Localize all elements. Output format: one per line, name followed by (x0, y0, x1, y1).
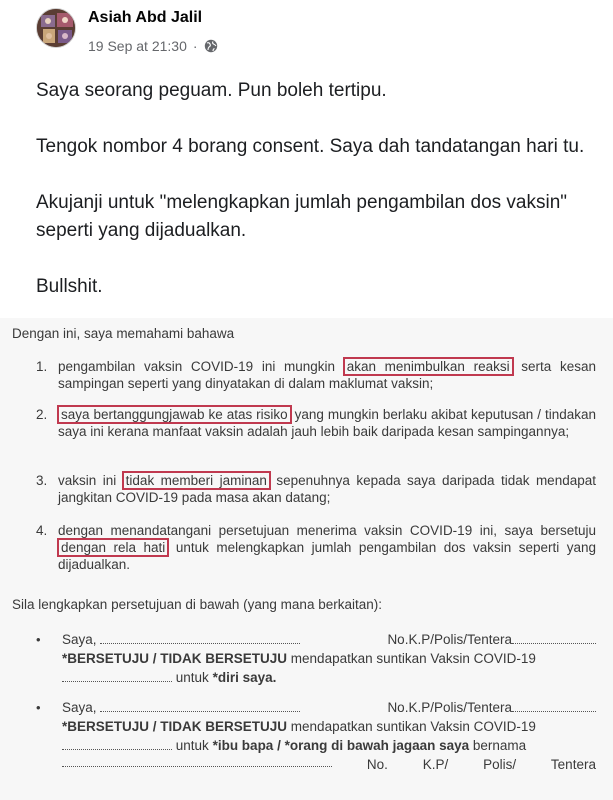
bullet: • (36, 700, 41, 715)
consent-item-guardian (36, 698, 596, 774)
dependent-name-blank[interactable] (62, 755, 332, 767)
consent-target: *diri saya. (212, 670, 277, 685)
clause-text (58, 472, 596, 506)
form-clause-1 (36, 358, 596, 392)
form-clause-3 (36, 472, 596, 506)
highlight-box: dengan rela hati (57, 538, 169, 557)
highlight-box: tidak memberi jaminan (122, 471, 271, 490)
tentera-label: Tentera (550, 757, 596, 772)
id-label: No.K.P/Polis/Tentera (387, 700, 512, 715)
clause-number: 2. (36, 407, 48, 422)
avatar-image (37, 9, 76, 48)
highlight-box: akan menimbulkan reaksi (343, 357, 514, 376)
form-clause-2 (36, 406, 596, 440)
post-paragraph: Tengok nombor 4 borang consent. Saya dah tandatangan hari tu. (36, 136, 585, 157)
post-timestamp[interactable]: 19 Sep at 21:30 (88, 38, 187, 54)
agree-options: *BERSETUJU / TIDAK BERSETUJU (62, 719, 288, 734)
consent-line (62, 717, 596, 736)
consent-saya: Saya, (62, 632, 97, 647)
untuk-label: untuk (175, 670, 209, 685)
post-paragraph: Bullshit. (36, 276, 103, 297)
id-blank[interactable] (512, 632, 596, 644)
consent-line (62, 736, 596, 755)
id-blank[interactable] (512, 700, 596, 712)
clause-text-post: serta kesan sampingan seperti yang dinyatakan di dalam maklumat vaksin; (58, 359, 596, 391)
consent-target-rest: bernama (472, 738, 527, 753)
clause-text-post: sepenuhnya kepada saya daripada tidak mendapat jangkitan COVID-19 pada masa akan datang; (58, 473, 596, 505)
agree-rest: mendapatkan suntikan Vaksin COVID-19 (290, 719, 536, 734)
author-name[interactable]: Asiah Abd Jalil (88, 9, 203, 26)
date-blank[interactable] (62, 670, 172, 682)
consent-target: *ibu bapa / *orang di bawah jagaan saya (212, 738, 470, 753)
highlight-box: saya bertanggungjawab ke atas risiko (57, 405, 292, 424)
clause-number: 1. (36, 359, 48, 374)
meta-separator: · (192, 38, 198, 54)
bullet: • (36, 632, 41, 647)
untuk-label: untuk (175, 738, 209, 753)
form-intro: Dengan ini, saya memahami bahawa (12, 326, 235, 341)
consent-form-image[interactable] (0, 318, 613, 800)
clause-text-post: yang mungkin berlaku akibat keputusan / tindakan saya ini kerana manfaat vaksin adalah jauh lebih baik daripada kesan sampingannya; (58, 407, 596, 439)
date-blank[interactable] (62, 738, 172, 750)
clause-number: 4. (36, 523, 48, 538)
agree-rest: mendapatkan suntikan Vaksin COVID-19 (290, 651, 536, 666)
consent-line (62, 630, 596, 649)
name-blank[interactable] (100, 632, 300, 644)
clause-text-post: untuk melengkapkan jumlah pengambilan dos vaksin seperti yang dijadualkan. (58, 540, 596, 572)
clause-text (58, 522, 596, 573)
id-label: No.K.P/Polis/Tentera (387, 632, 512, 647)
form-clause-4 (36, 522, 596, 573)
name-blank[interactable] (100, 700, 300, 712)
consent-line (62, 668, 596, 687)
clause-text (58, 358, 596, 392)
clause-text-pre: pengambilan vaksin COVID-19 ini mungkin (58, 359, 336, 374)
agree-options: *BERSETUJU / TIDAK BERSETUJU (62, 651, 288, 666)
consent-line (62, 649, 596, 668)
post-meta (88, 38, 218, 54)
consent-section-title: Sila lengkapkan persetujuan di bawah (yang mana berkaitan): (12, 597, 382, 612)
no-label: No. (366, 757, 388, 772)
clause-number: 3. (36, 473, 48, 488)
clause-text-pre: dengan menandatangani persetujuan menerima vaksin COVID-19 ini, saya bersetuju (58, 523, 596, 538)
consent-line (62, 755, 596, 774)
globe-icon (204, 39, 218, 53)
post-paragraph: Akujanji untuk "melengkapkan jumlah pengambilan dos vaksin" seperti yang dijadualkan. (36, 192, 568, 241)
kp-label: K.P/ (422, 757, 449, 772)
post-body (36, 77, 596, 301)
clause-text (58, 406, 596, 440)
polis-label: Polis/ (483, 757, 517, 772)
consent-item-self (36, 630, 596, 687)
consent-saya: Saya, (62, 700, 97, 715)
consent-line (62, 698, 596, 717)
post-paragraph: Saya seorang peguam. Pun boleh tertipu. (36, 80, 387, 101)
post-header (0, 0, 613, 62)
avatar[interactable] (36, 8, 76, 48)
clause-text-pre: vaksin ini (58, 473, 117, 488)
